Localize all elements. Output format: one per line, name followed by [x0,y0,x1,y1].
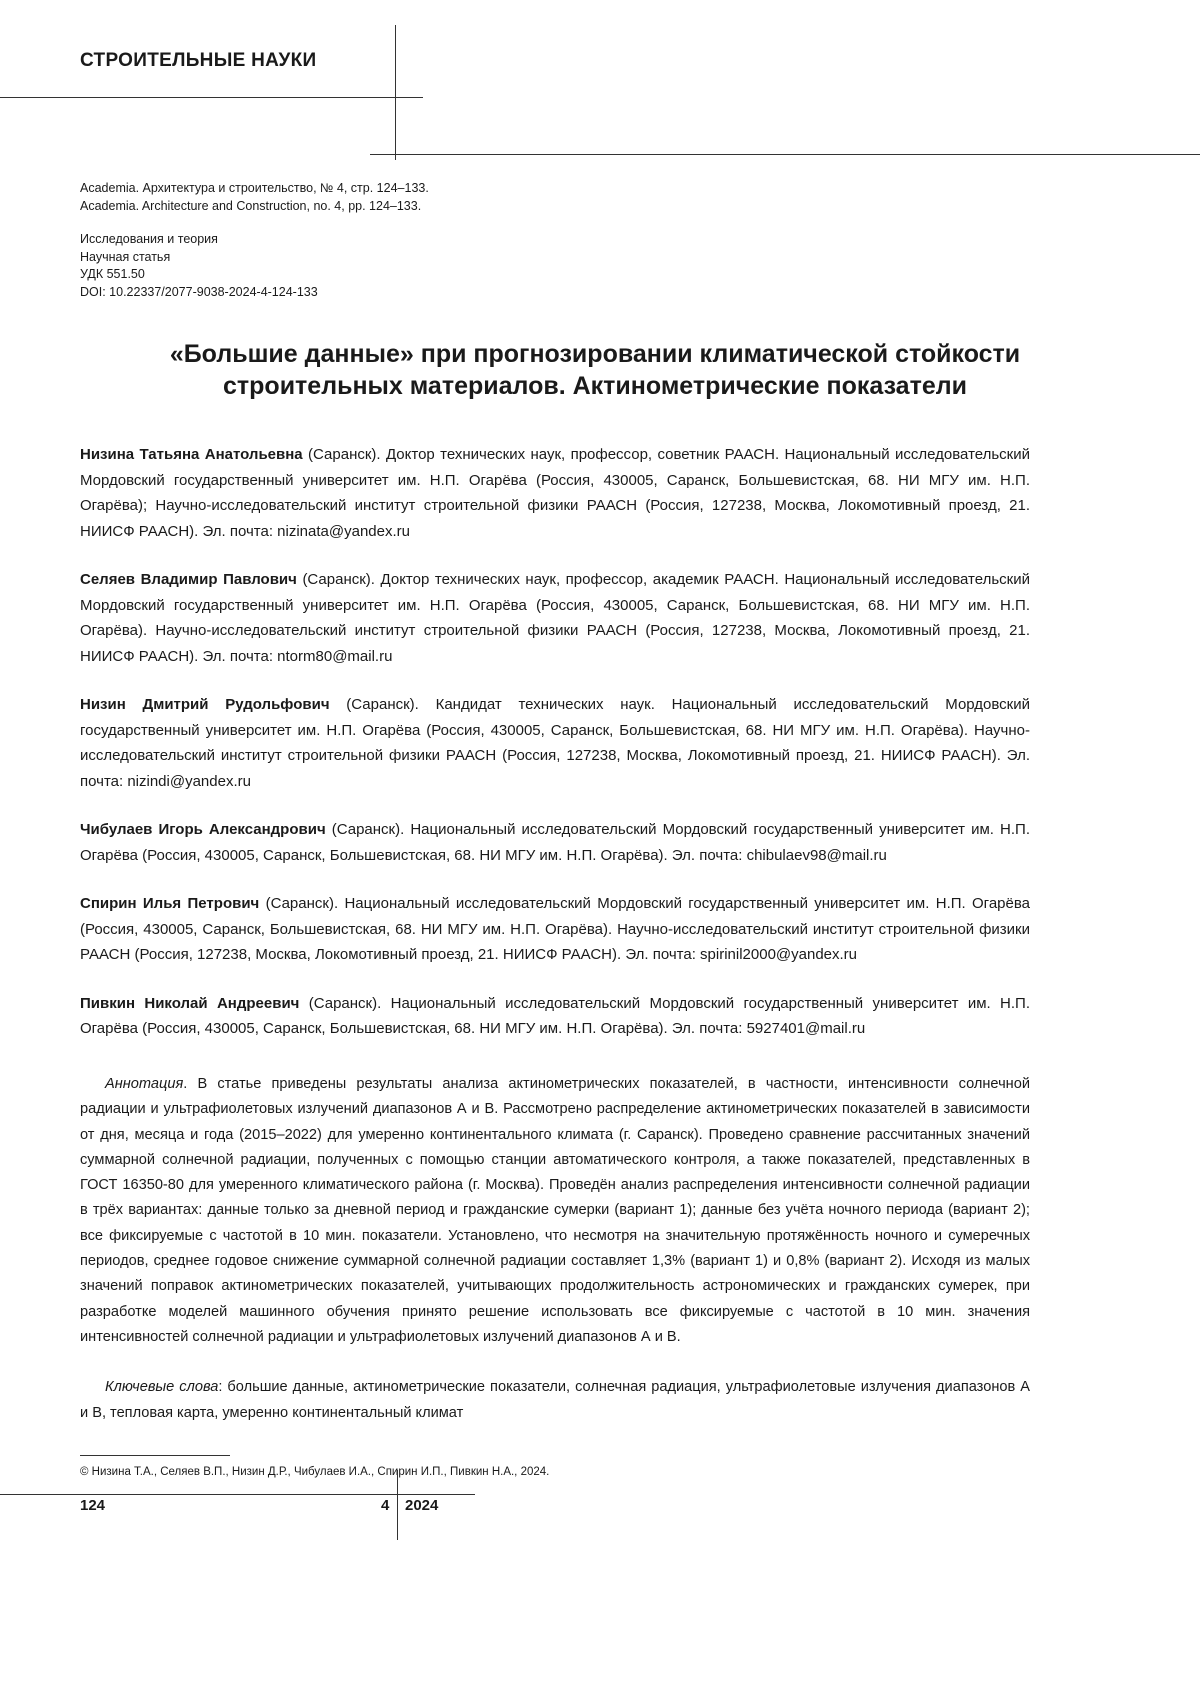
author-info: (Саранск). Национальный исследовательский Мордовский государственный университет им. Н.П. Огарёва (Россия, 430005, Саранск, Большевистская, 68. НИ МГУ им. Н.П. Огарёва). Научно-исследовательский институт строительной физики РААСН (Россия, 127238, Москва, Локомотивный проезд, 21. НИИСФ РААСН). Эл. почта: spirinil2000@yandex.ru [80,895,1030,963]
rubric: Исследования и теория [80,231,318,249]
article-type: Научная статья [80,249,318,267]
section-heading: СТРОИТЕЛЬНЫЕ НАУКИ [80,50,316,72]
author-name: Селяев Владимир Павлович [80,571,297,588]
abstract-section [80,1072,1030,1451]
doi: DOI: 10.22337/2077-9038-2024-4-124-133 [80,284,318,302]
page-number: 124 [80,1497,105,1514]
abstract-text: . В статье приведены результаты анализа актинометрических показателей, в частности, интенсивности солнечной радиации и ультрафиолетовых излучений диапазонов А и В. Рассмотрено распределение актинометрических показателей в зависимости от дня, месяца и года (2015–2022) для умеренно континентального климата (г. Саранск). Проведено сравнение рассчитанных значений суммарной солнечной радиации, полученных с помощью станции автоматического контроля, а также показателей, представленных в ГОСТ 16350-80 для умеренного климатического района (г. Москва). Проведён анализ распределения интенсивности солнечной радиации в трёх вариантах: данные только за дневной период и гражданские сумерки (вариант 1); данные без учёта ночного периода (вариант 2); все фиксируемые с частотой в 10 мин. показатели. Установлено, что несмотря на значительную протяжённость ночного и сумеречных периодов, среднее годовое снижение суммарной солнечной радиации составляет 1,3% (вариант 1) и 0,8% (вариант 2). Исходя из малых значений поправок актинометрических показателей, учитывающих продолжительность астрономических и гражданских сумерек, при разработке моделей машинного обучения принято решение использовать все фиксируемые с частотой в 10 мин. значения интенсивностей солнечной радиации и ультрафиолетовых излучений диапазонов А и В. [80,1076,1030,1345]
header-rule-horizontal [0,97,423,98]
author-entry [80,991,1030,1042]
author-info: (Саранск). Кандидат технических наук. Национальный исследовательский Мордовский государственный университет им. Н.П. Огарёва (Россия, 430005, Саранск, Большевистская, 68. НИ МГУ им. Н.П. Огарёва). Научно-исследовательский институт строительной физики РААСН (Россия, 127238, Москва, Локомотивный проезд, 21. НИИСФ РААСН). Эл. почта: nizindi@yandex.ru [80,696,1030,790]
author-info: (Саранск). Доктор технических наук, профессор, советник РААСН. Национальный исследовательский Мордовский государственный университет им. Н.П. Огарёва (Россия, 430005, Саранск, Большевистская, 68. НИ МГУ им. Н.П. Огарёва); Научно-исследовательский институт строительной физики РААСН (Россия, 127238, Москва, Локомотивный проезд, 21. НИИСФ РААСН). Эл. почта: nizinata@yandex.ru [80,446,1030,540]
author-info: (Саранск). Доктор технических наук, профессор, академик РААСН. Национальный исследовательский Мордовский государственный университет им. Н.П. Огарёва (Россия, 430005, Саранск, Большевистская, 68. НИ МГУ им. Н.П. Огарёва). Научно-исследовательский институт строительной физики РААСН (Россия, 127238, Москва, Локомотивный проезд, 21. НИИСФ РААСН). Эл. почта: ntorm80@mail.ru [80,571,1030,665]
keywords [80,1375,1030,1426]
citation-en: Academia. Architecture and Construction, no. 4, pp. 124–133. [80,198,429,216]
copyright-note: © Низина Т.А., Селяев В.П., Низин Д.Р., Чибулаев И.А., Спирин И.П., Пивкин Н.А., 2024. [80,1466,549,1478]
author-entry [80,567,1030,669]
author-entry [80,891,1030,968]
author-info: (Саранск). Национальный исследовательский Мордовский государственный университет им. Н.П. Огарёва (Россия, 430005, Саранск, Большевистская, 68. НИ МГУ им. Н.П. Огарёва). Эл. почта: 5927401@mail.ru [80,995,1030,1038]
author-entry [80,442,1030,544]
citation-block [80,180,429,215]
author-name: Низина Татьяна Анатольевна [80,446,303,463]
author-entry [80,817,1030,868]
author-entry [80,692,1030,794]
author-name: Спирин Илья Петрович [80,895,259,912]
author-name: Пивкин Николай Андреевич [80,995,299,1012]
footer-rule-vertical [397,1470,398,1540]
header-rule-horizontal-2 [370,154,1200,155]
authors-list [80,442,1030,1065]
citation-ru: Academia. Архитектура и строительство, № 4, стр. 124–133. [80,180,429,198]
udk: УДК 551.50 [80,266,318,284]
footnote-rule [80,1455,230,1456]
header-rule-vertical [395,25,396,160]
article-meta [80,231,318,301]
keywords-label: Ключевые слова [105,1379,218,1395]
author-name: Низин Дмитрий Рудольфович [80,696,330,713]
keywords-text: : большие данные, актинометрические показатели, солнечная радиация, ультрафиолетовые излучения диапазонов А и В, тепловая карта, умеренно континентальный климат [80,1379,1030,1420]
author-name: Чибулаев Игорь Александрович [80,821,326,838]
issue-year: 2024 [405,1497,438,1514]
author-info: (Саранск). Национальный исследовательский Мордовский государственный университет им. Н.П. Огарёва (Россия, 430005, Саранск, Большевистская, 68. НИ МГУ им. Н.П. Огарёва). Эл. почта: chibulaev98@mail.ru [80,821,1030,864]
abstract-label: Аннотация [105,1076,183,1092]
footer-rule-horizontal [0,1494,475,1495]
issue-number: 4 [381,1497,389,1514]
article-title: «Большие данные» при прогнозировании климатической стойкости строительных материалов. Актинометрические показатели [80,338,1110,402]
abstract [80,1072,1030,1350]
